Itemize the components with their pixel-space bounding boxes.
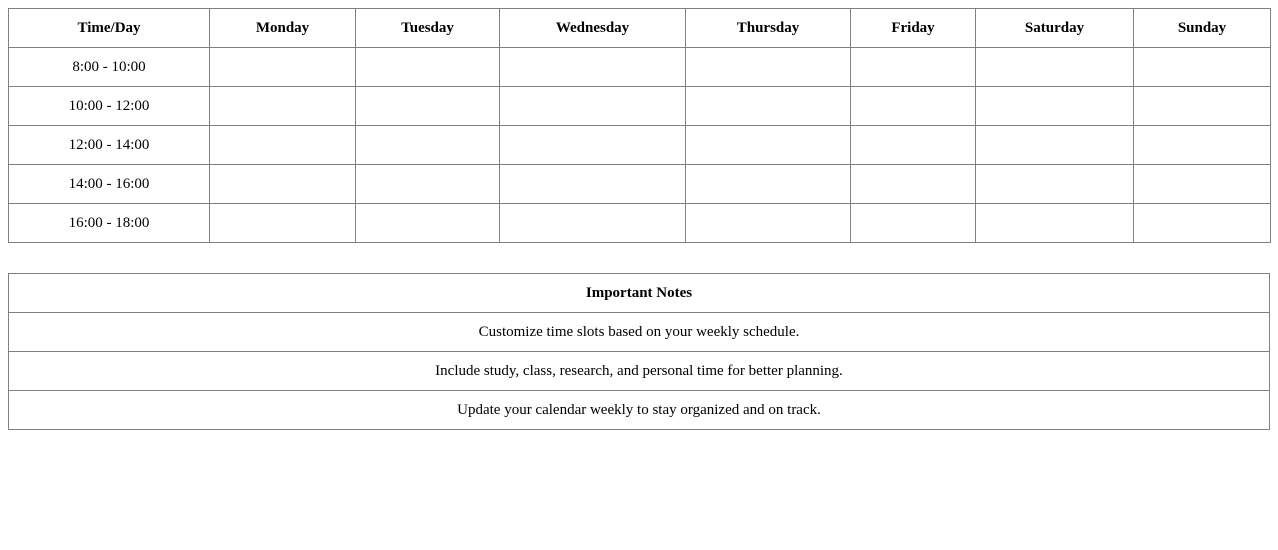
schedule-cell-sunday[interactable] [1134, 165, 1271, 204]
schedule-cell-friday[interactable] [851, 87, 976, 126]
schedule-cell-tuesday[interactable] [356, 126, 500, 165]
schedule-cell-tuesday[interactable] [356, 204, 500, 243]
table-row [9, 126, 1271, 165]
schedule-cell-monday[interactable] [210, 204, 356, 243]
schedule-cell-friday[interactable] [851, 165, 976, 204]
schedule-cell-saturday[interactable] [976, 48, 1134, 87]
notes-header-row [9, 274, 1270, 313]
table-row [9, 204, 1271, 243]
header-tuesday: Tuesday [356, 9, 500, 48]
time-slot-cell: 14:00 - 16:00 [9, 165, 210, 204]
schedule-cell-sunday[interactable] [1134, 126, 1271, 165]
schedule-cell-wednesday[interactable] [500, 48, 686, 87]
header-sunday: Sunday [1134, 9, 1271, 48]
table-row [9, 48, 1271, 87]
header-time-day: Time/Day [9, 9, 210, 48]
schedule-cell-tuesday[interactable] [356, 165, 500, 204]
schedule-cell-thursday[interactable] [686, 204, 851, 243]
schedule-cell-saturday[interactable] [976, 204, 1134, 243]
time-slot-cell: 10:00 - 12:00 [9, 87, 210, 126]
schedule-header-row [9, 9, 1271, 48]
schedule-cell-saturday[interactable] [976, 126, 1134, 165]
schedule-cell-thursday[interactable] [686, 48, 851, 87]
weekly-schedule-table [8, 8, 1271, 243]
schedule-cell-wednesday[interactable] [500, 204, 686, 243]
table-row [9, 313, 1270, 352]
table-row [9, 87, 1271, 126]
time-slot-cell: 16:00 - 18:00 [9, 204, 210, 243]
table-row [9, 165, 1271, 204]
schedule-cell-thursday[interactable] [686, 126, 851, 165]
header-saturday: Saturday [976, 9, 1134, 48]
header-friday: Friday [851, 9, 976, 48]
schedule-cell-friday[interactable] [851, 204, 976, 243]
schedule-cell-sunday[interactable] [1134, 204, 1271, 243]
schedule-cell-friday[interactable] [851, 126, 976, 165]
schedule-cell-thursday[interactable] [686, 87, 851, 126]
schedule-cell-sunday[interactable] [1134, 48, 1271, 87]
header-monday: Monday [210, 9, 356, 48]
note-item: Customize time slots based on your weekly schedule. [9, 313, 1270, 352]
table-row [9, 352, 1270, 391]
note-item: Include study, class, research, and personal time for better planning. [9, 352, 1270, 391]
schedule-cell-wednesday[interactable] [500, 87, 686, 126]
schedule-cell-saturday[interactable] [976, 165, 1134, 204]
schedule-cell-monday[interactable] [210, 126, 356, 165]
schedule-cell-wednesday[interactable] [500, 126, 686, 165]
note-item: Update your calendar weekly to stay organized and on track. [9, 391, 1270, 430]
table-row [9, 391, 1270, 430]
schedule-cell-wednesday[interactable] [500, 165, 686, 204]
schedule-cell-monday[interactable] [210, 165, 356, 204]
header-thursday: Thursday [686, 9, 851, 48]
schedule-cell-saturday[interactable] [976, 87, 1134, 126]
notes-title: Important Notes [9, 274, 1270, 313]
schedule-cell-tuesday[interactable] [356, 48, 500, 87]
schedule-cell-monday[interactable] [210, 48, 356, 87]
time-slot-cell: 8:00 - 10:00 [9, 48, 210, 87]
schedule-cell-tuesday[interactable] [356, 87, 500, 126]
important-notes-table [8, 273, 1270, 430]
time-slot-cell: 12:00 - 14:00 [9, 126, 210, 165]
schedule-cell-monday[interactable] [210, 87, 356, 126]
schedule-cell-friday[interactable] [851, 48, 976, 87]
schedule-cell-sunday[interactable] [1134, 87, 1271, 126]
header-wednesday: Wednesday [500, 9, 686, 48]
schedule-cell-thursday[interactable] [686, 165, 851, 204]
